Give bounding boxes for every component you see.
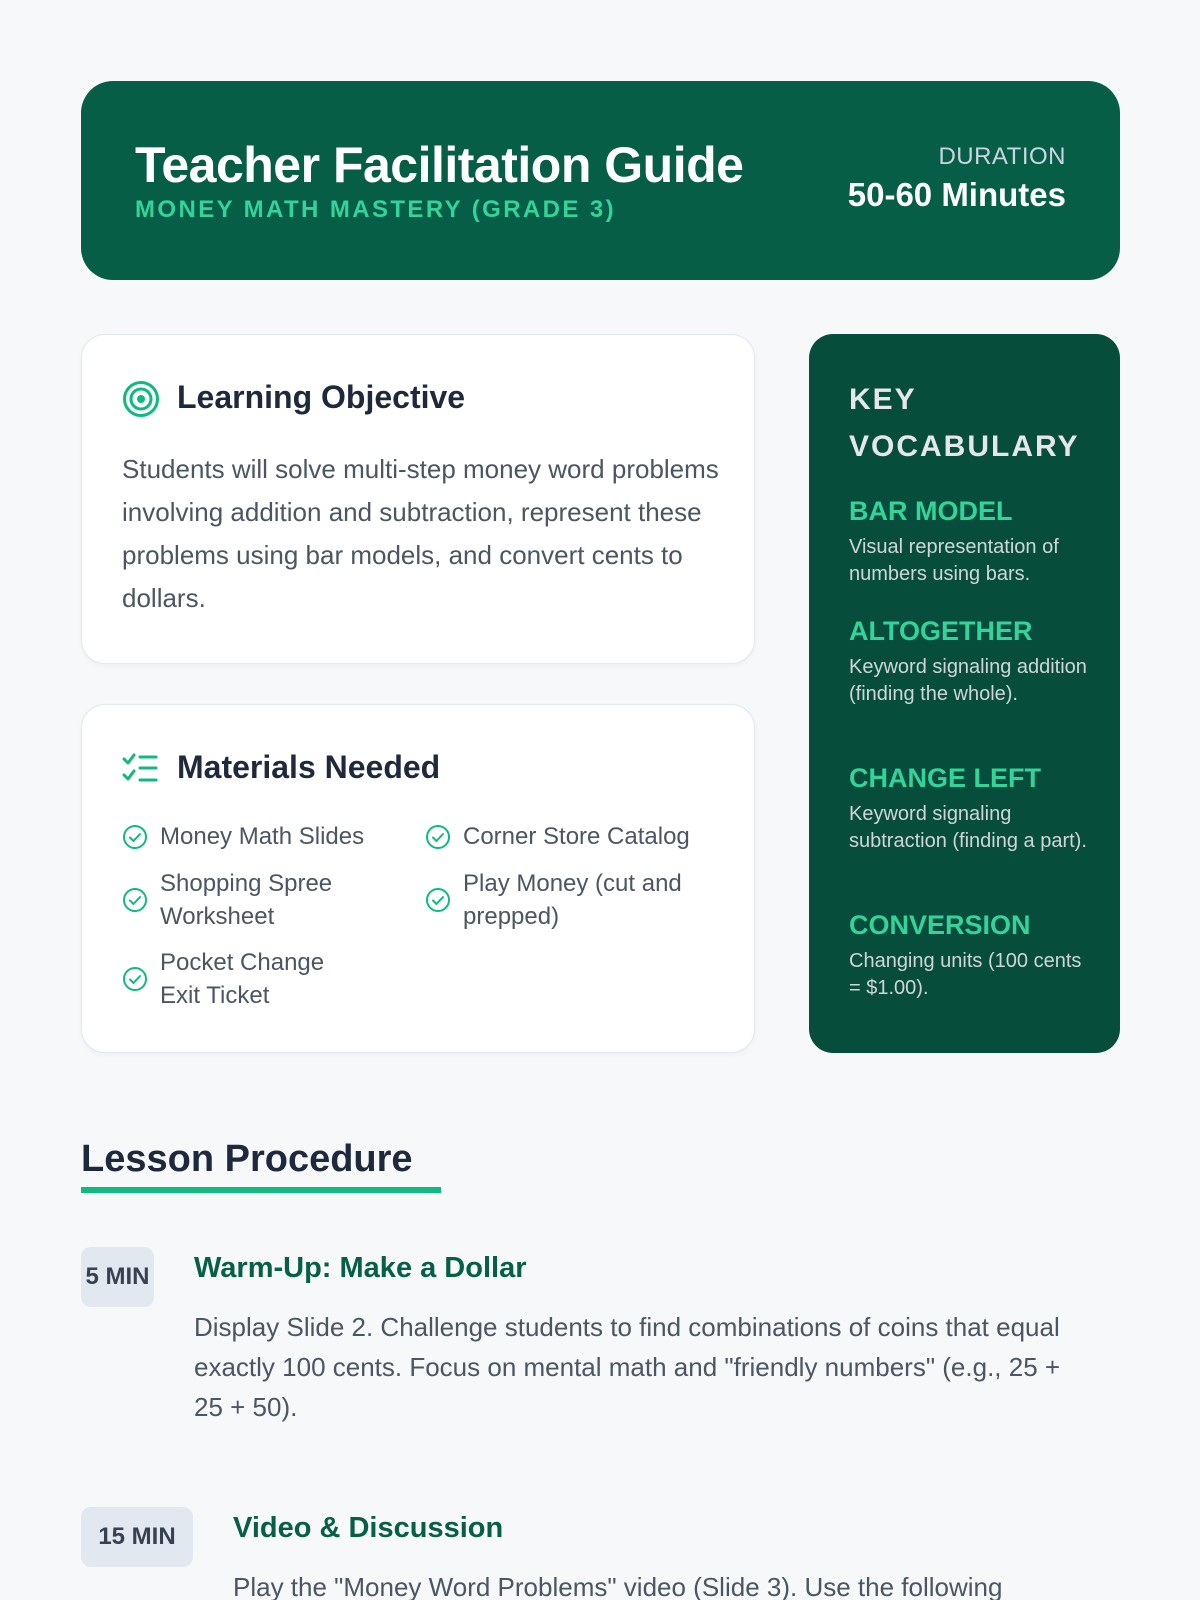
list-item bbox=[122, 820, 402, 853]
materials-card bbox=[81, 704, 755, 1053]
vocab-definition: Changing units (100 cents = $1.00). bbox=[849, 950, 1082, 999]
step-text: Play the "Money Word Problems" video (Slide 3). Use the following bbox=[233, 1572, 1003, 1600]
check-circle-icon bbox=[122, 887, 148, 913]
time-badge: 5 MIN bbox=[81, 1247, 154, 1307]
time-badge: 15 MIN bbox=[81, 1507, 193, 1567]
check-circle-icon bbox=[122, 824, 148, 850]
heading-underline bbox=[81, 1187, 441, 1193]
vocab-term: ALTOGETHER bbox=[849, 616, 1033, 646]
step-title: Warm-Up: Make a Dollar bbox=[194, 1252, 527, 1284]
vocab-term: CONVERSION bbox=[849, 910, 1031, 940]
check-circle-icon bbox=[122, 966, 148, 992]
vocab-term: BAR MODEL bbox=[849, 496, 1013, 526]
step-text: Display Slide 2. Challenge students to find combinations of coins that equal exactly 100 cents. Focus on mental math and "friendly numbers" (e.g., 25 + 25 + 50). bbox=[194, 1312, 1061, 1422]
vocab-definition: Visual representation of numbers using bars. bbox=[849, 536, 1059, 585]
material-label: Money Math Slides bbox=[160, 823, 365, 850]
list-item bbox=[425, 867, 695, 933]
page-title: Teacher Facilitation Guide bbox=[135, 137, 744, 193]
list-item bbox=[122, 946, 362, 1012]
list-item bbox=[425, 820, 725, 853]
check-circle-icon bbox=[425, 824, 451, 850]
page-subtitle: MONEY MATH MASTERY (GRADE 3) bbox=[135, 196, 617, 223]
material-label: Pocket Change Exit Ticket bbox=[160, 949, 325, 1009]
vocabulary-title: KEY VOCABULARY bbox=[849, 383, 1080, 463]
learning-objective-text: Students will solve multi-step money word problems involving addition and subtraction, represent these problems using bar models, and convert cents to dollars. bbox=[122, 454, 719, 613]
check-circle-icon bbox=[425, 887, 451, 913]
learning-objective-card bbox=[81, 334, 755, 664]
list-item bbox=[122, 867, 362, 933]
material-label: Play Money (cut and prepped) bbox=[463, 870, 682, 930]
step-title: Video & Discussion bbox=[233, 1512, 504, 1544]
learning-objective-title: Learning Objective bbox=[177, 379, 466, 415]
key-vocabulary-panel bbox=[809, 334, 1120, 1053]
header-banner bbox=[81, 81, 1120, 280]
vocab-term: CHANGE LEFT bbox=[849, 763, 1041, 793]
materials-title: Materials Needed bbox=[177, 749, 441, 785]
target-icon bbox=[122, 380, 160, 423]
material-label: Corner Store Catalog bbox=[463, 823, 690, 850]
duration-label: DURATION bbox=[938, 143, 1066, 170]
vocab-definition: Keyword signaling addition (finding the whole). bbox=[849, 656, 1087, 705]
lesson-procedure-heading: Lesson Procedure bbox=[81, 1138, 413, 1180]
duration-value: 50-60 Minutes bbox=[847, 176, 1066, 213]
checklist-icon bbox=[122, 753, 158, 790]
material-label: Shopping Spree Worksheet bbox=[160, 870, 333, 930]
vocab-definition: Keyword signaling subtraction (finding a part). bbox=[849, 803, 1087, 852]
